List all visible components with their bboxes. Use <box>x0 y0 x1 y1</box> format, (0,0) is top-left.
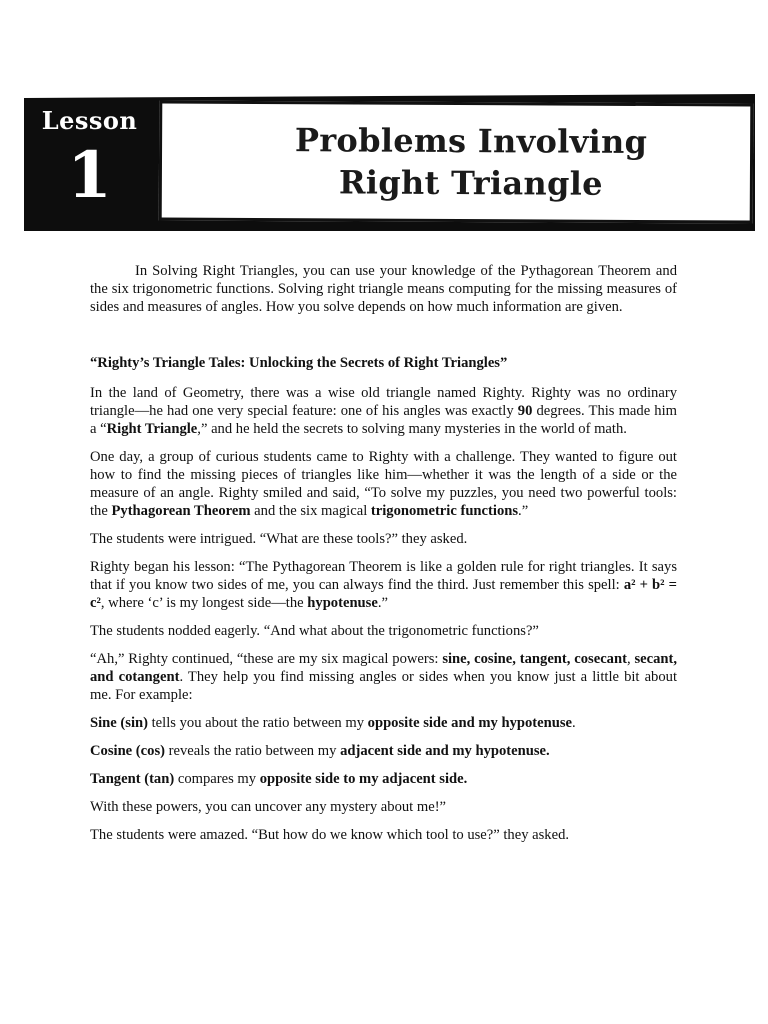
text: In the land of Geometry, there was a wise old triangle named Righty. Righty was no ordinary triangle—he had one very special feature: one of his angles was exactly <box>90 385 677 419</box>
text: tells you about the ratio between my <box>147 715 368 731</box>
story-paragraph-2 <box>90 448 677 520</box>
lesson-banner <box>24 94 755 231</box>
story-paragraph-1 <box>90 384 677 438</box>
term: Sine (sin) <box>90 715 148 731</box>
text: , <box>626 651 635 667</box>
cosine-definition <box>90 742 677 760</box>
bold-text: Right Triangle <box>106 421 198 437</box>
story-paragraph-10: With these powers, you can uncover any mystery about me!” <box>90 799 447 815</box>
document-body <box>90 262 677 854</box>
formula: a² + b² = c² <box>90 577 677 611</box>
text: , where ‘c’ is my longest side—the <box>100 595 308 611</box>
bold-text: Pythagorean Theorem <box>111 503 251 519</box>
text: One day, a group of curious students came to Righty with a challenge. They wanted to figure out how to find the missing pieces of triangles like him—whether it was the length of a side or the measure of an angle. Righty smiled and said, “To solve my puzzles, you need two powerful tools: the <box>90 449 677 519</box>
text: reveals the ratio between my <box>165 743 341 759</box>
text: . They help you find missing angles or sides when you know just a little bit about me. For example: <box>90 669 677 703</box>
bold-text: trigonometric functions <box>370 503 519 519</box>
bold-text: 90 <box>517 403 533 419</box>
page-title-line-2: Right Triangle <box>338 163 603 203</box>
tangent-definition <box>90 770 677 788</box>
text: . <box>572 715 576 731</box>
page-title-line-1: Problems Involving <box>294 121 648 162</box>
story-title: “Righty’s Triangle Tales: Unlocking the Secrets of Right Triangles” <box>90 355 508 371</box>
text: compares my <box>174 771 260 787</box>
text: Righty began his lesson: “The Pythagorean Theorem is like a golden rule for right triangles. It says that if you know two sides of me, you can always find the third. Just remember this spell: <box>90 559 677 593</box>
text: ,” and he held the secrets to solving many mysteries in the world of math. <box>197 421 627 437</box>
story-paragraph-11: The students were amazed. “But how do we know which tool to use?” they asked. <box>90 827 570 843</box>
lesson-number: 1 <box>67 138 112 213</box>
story-paragraph-4 <box>90 558 677 612</box>
bold-text: opposite side and my hypotenuse <box>367 715 573 731</box>
text: and the six magical <box>250 503 371 519</box>
bold-text: adjacent side and my hypotenuse. <box>340 743 550 759</box>
text: degrees. This made him a “ <box>90 403 677 437</box>
bold-text: sine, cosine, tangent, cosecant <box>442 651 627 667</box>
sine-definition <box>90 714 677 732</box>
bold-text: secant, and cotangent <box>90 651 678 685</box>
text: .” <box>518 503 529 519</box>
title-box <box>159 100 754 223</box>
text: .” <box>377 595 388 611</box>
story-paragraph-3: The students were intrigued. “What are these tools?” they asked. <box>90 531 468 547</box>
intro-paragraph: In Solving Right Triangles, you can use your knowledge of the Pythagorean Theorem and the six trigonometric functions. Solving right triangle means computing for the missing measures of sides and measures of angles. How you solve depends on how much information are given. <box>90 263 677 315</box>
lesson-label: Lesson <box>41 106 138 135</box>
lesson-badge <box>24 98 155 231</box>
text: “Ah,” Righty continued, “these are my six magical powers: <box>90 651 443 667</box>
bold-text: opposite side to my adjacent side. <box>259 771 468 787</box>
story-paragraph-6 <box>90 650 677 704</box>
term: Cosine (cos) <box>90 743 165 759</box>
story-paragraph-5: The students nodded eagerly. “And what about the trigonometric functions?” <box>90 623 539 639</box>
term: Tangent (tan) <box>90 771 175 787</box>
bold-text: hypotenuse <box>307 595 378 611</box>
